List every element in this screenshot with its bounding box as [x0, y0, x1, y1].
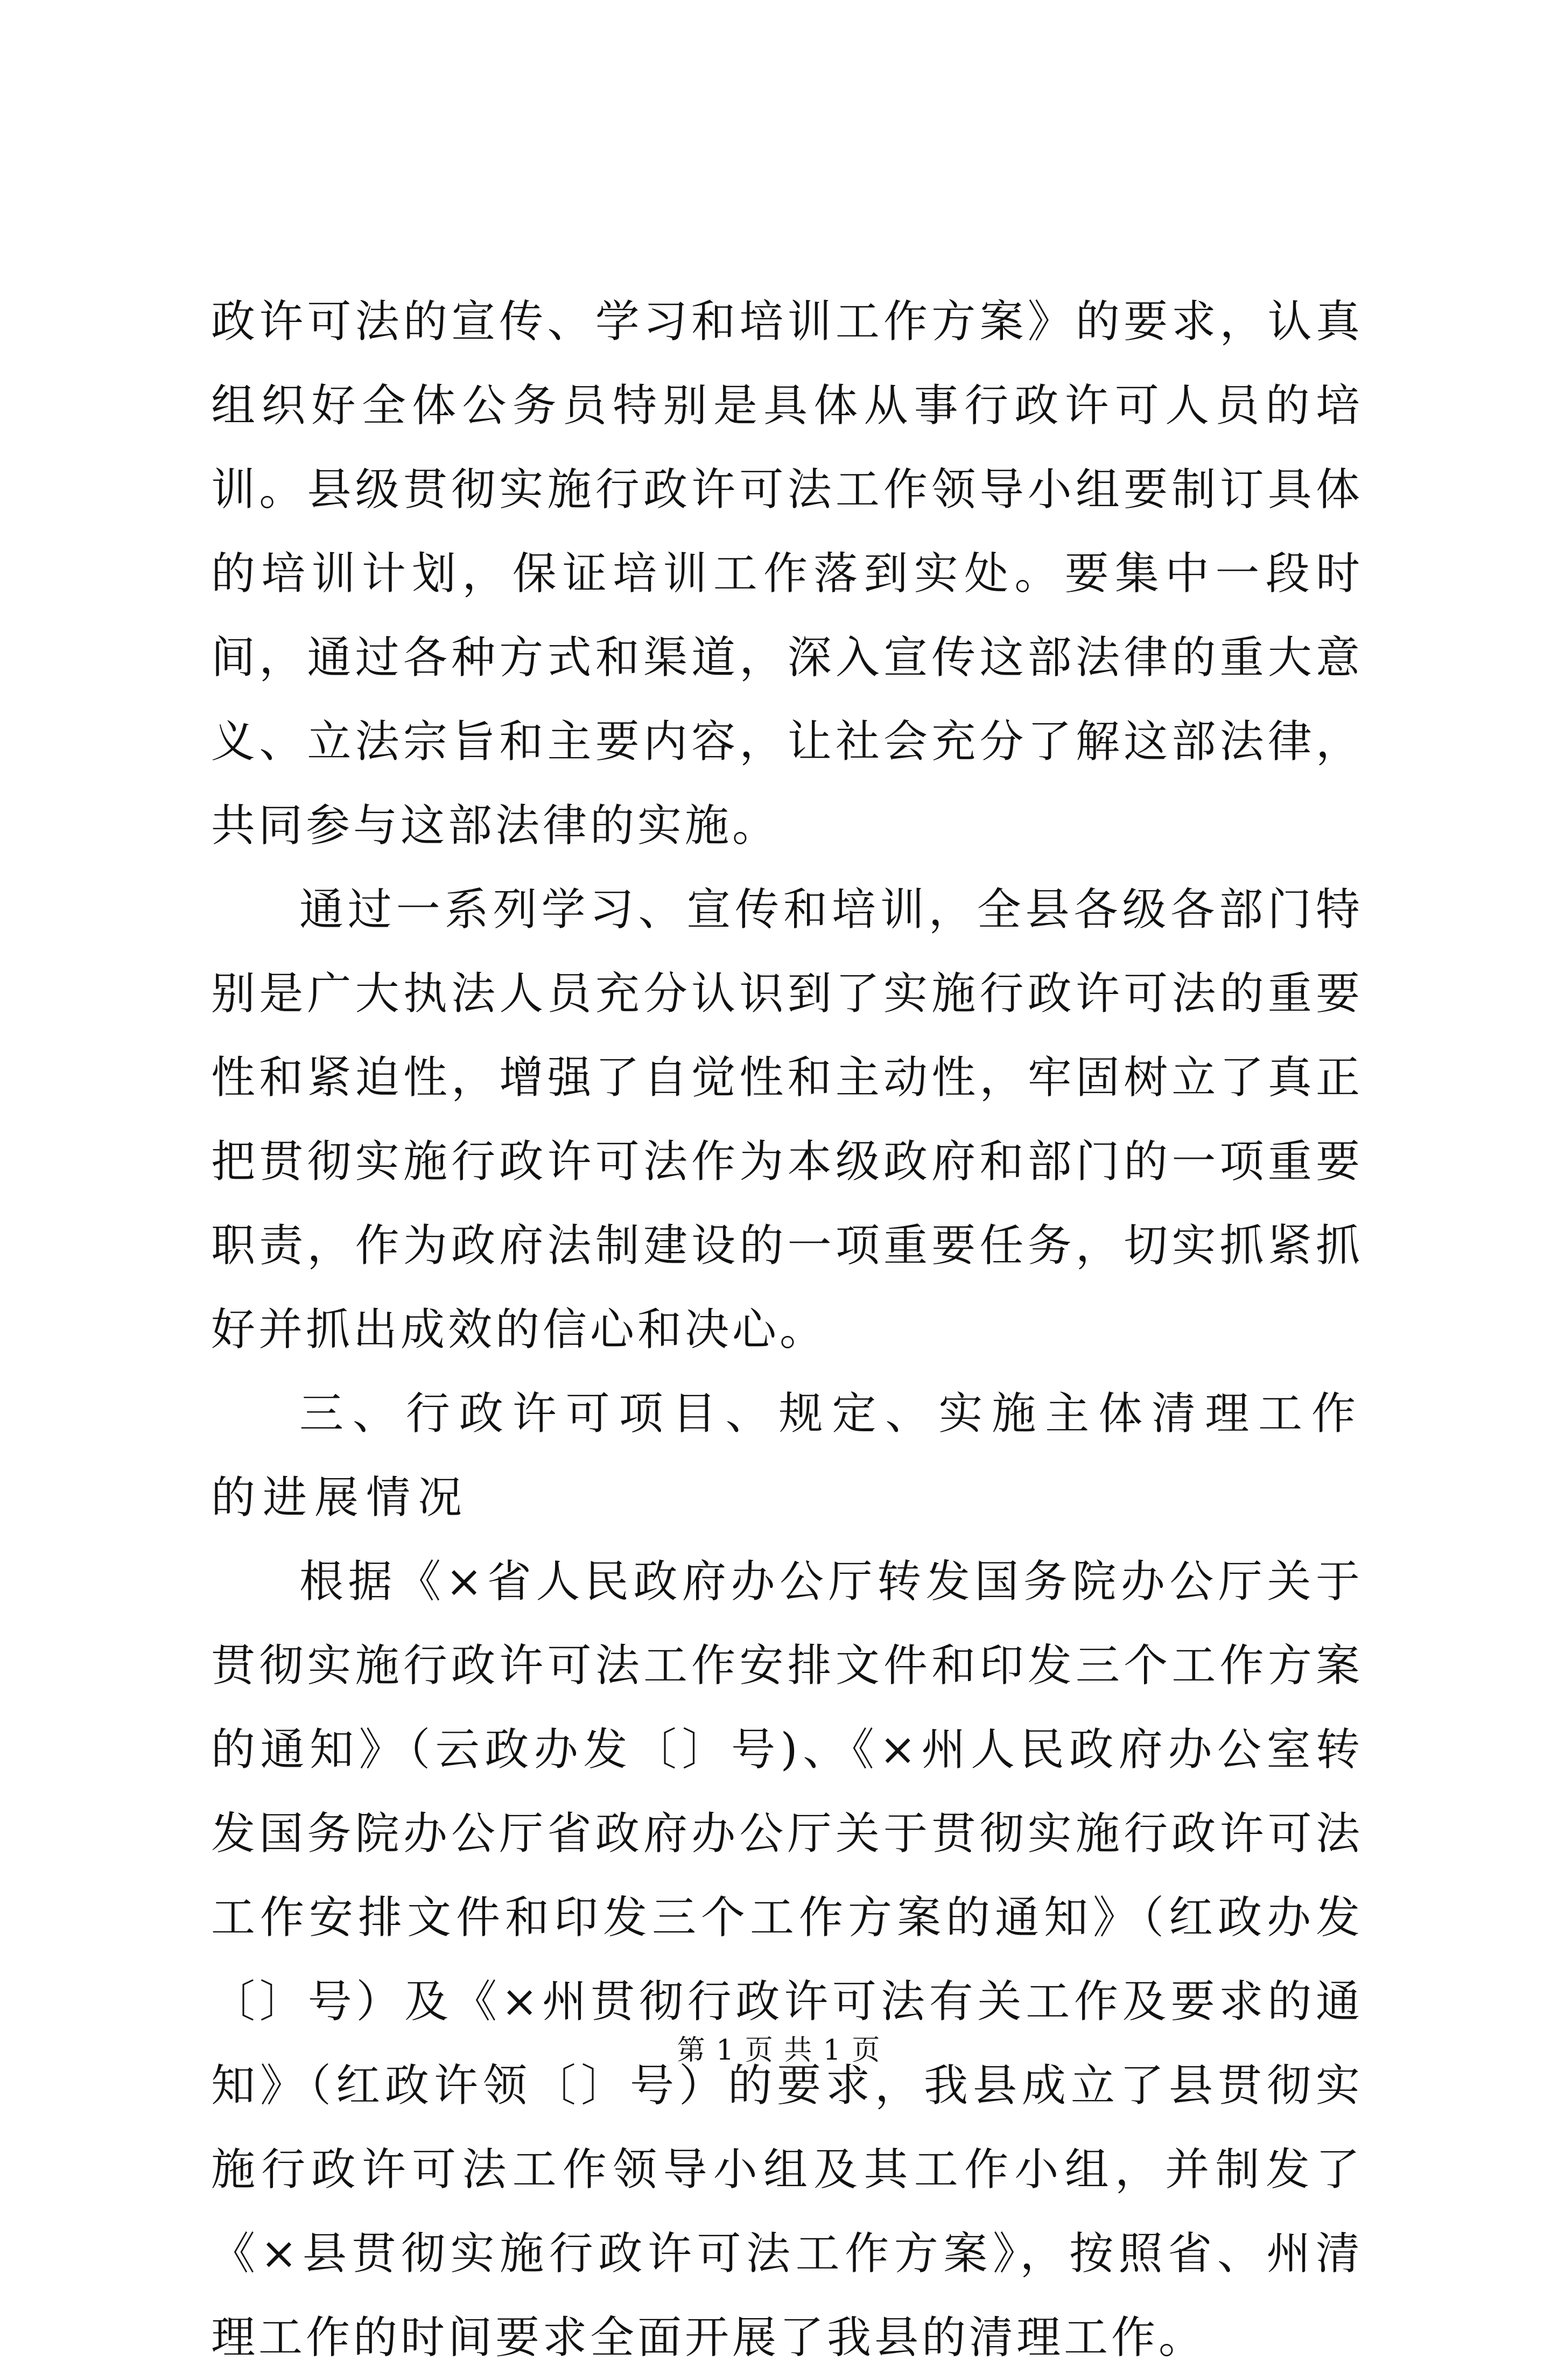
section-heading: 三、行政许可项目、规定、实施主体清理工作的进展情况 — [211, 1388, 1363, 1523]
paragraph-training-results: 通过一系列学习、宣传和培训，全县各级各部门特别是广大执法人员充分认识到了实施行政许可法的重要性和紧迫性，增强了自觉性和主动性，牢固树立了真正把贯彻实施行政许可法作为本级政府和部门的一项重要职责，作为政府法制建设的一项重要任务，切实抓紧抓好并抓出成效的信心和决心。 — [211, 884, 1363, 1355]
paragraph-cleanup-progress: 根据《×省人民政府办公厅转发国务院办公厅关于贯彻实施行政许可法工作安排文件和印发三个工作方案的通知》（云政办发〔〕号)、《×州人民政府办公室转发国务院办公厅省政府办公厅关于贯彻实施行政许可法工作安排文件和印发三个工作方案的通知》（红政办发〔〕号）及《×州贯彻行政许可法有关工作及要求的通知》（红政许领〔〕号）的要求，我县成立了县贯彻实施行政许可法工作领导小组及其工作小组，并制发了《×县贯彻实施行政许可法工作方案》，按照省、州清理工作的时间要求全面开展了我县的清理工作。 — [211, 1556, 1363, 2363]
paragraph-continuation: 政许可法的宣传、学习和培训工作方案》的要求，认真组织好全体公务员特别是具体从事行政许可人员的培训。县级贯彻实施行政许可法工作领导小组要制订具体的培训计划，保证培训工作落到实处。要集中一段时间，通过各种方式和渠道，深入宣传这部法律的重大意义、立法宗旨和主要内容，让社会充分了解这部法律，共同参与这部法律的实施。 — [211, 296, 1363, 851]
page-number-footer: 第 1 页 共 1 页 — [677, 2034, 881, 2067]
